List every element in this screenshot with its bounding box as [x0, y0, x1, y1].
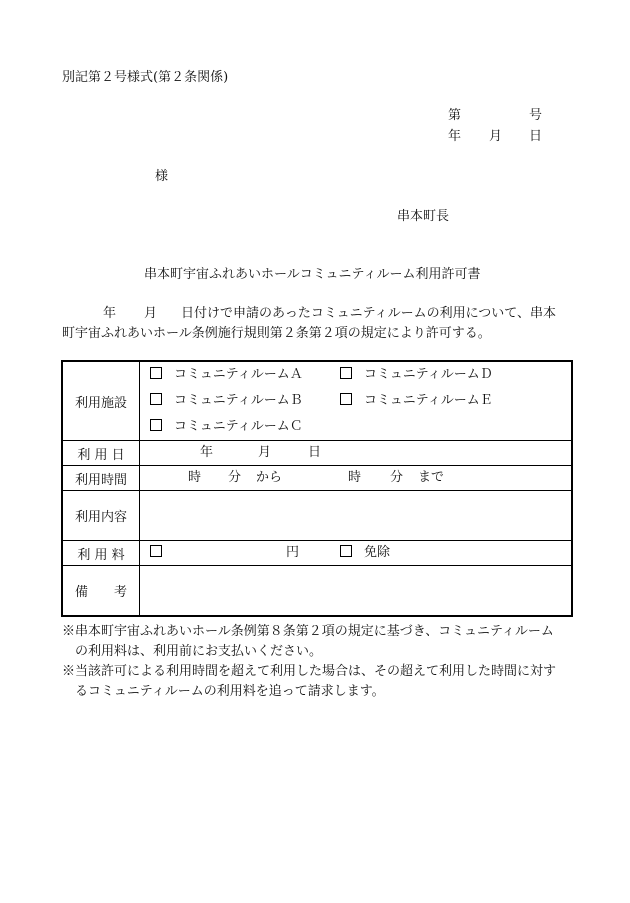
doc-number-label: 第 — [448, 108, 462, 123]
content-label: 利用内容 — [62, 491, 140, 541]
date-field[interactable] — [140, 441, 573, 466]
checkbox-icon[interactable] — [340, 545, 352, 557]
checkbox-icon[interactable] — [150, 545, 162, 557]
content-row — [62, 491, 572, 541]
date-day-unit: 日 — [308, 445, 322, 460]
intro-text-line1: 日付けで申請のあったコミュニティルームの利用について、串本 — [181, 306, 557, 321]
time-start-minute-unit: 分 — [228, 470, 242, 485]
issue-month: 月 — [489, 129, 503, 144]
checkbox-icon[interactable] — [150, 393, 162, 405]
remarks-field[interactable] — [140, 566, 573, 617]
checkbox-icon[interactable] — [340, 393, 352, 405]
facility-option-c[interactable]: コミュニティルームＣ — [150, 414, 303, 440]
facility-label: 利用施設 — [62, 361, 140, 441]
date-label: 利 用 日 — [62, 441, 140, 466]
intro-month: 月 — [144, 306, 158, 321]
remarks-label: 備 考 — [62, 566, 140, 617]
note-2: ※当該許可による利用時間を超えて利用した場合は、その超えて利用した時間に対す るコミュニティルームの利用料を追って請求します。 — [62, 664, 557, 699]
intro-text-line2: 町宇宙ふれあいホール条例施行規則第２条第２項の規定により許可する。 — [62, 326, 491, 341]
doc-number-suffix: 号 — [529, 108, 543, 123]
fee-label: 利 用 料 — [62, 541, 140, 566]
facility-option-e[interactable]: コミュニティルームＥ — [340, 388, 493, 414]
issuer: 串本町長 — [397, 209, 450, 224]
note-1: ※串本町宇宙ふれあいホール条例第８条第２項の規定に基づき、コミュニティルーム の利用料は、利用前にお支払いください。 — [62, 624, 554, 659]
facility-option-d[interactable]: コミュニティルームＤ — [340, 362, 493, 388]
recipient-suffix: 様 — [155, 169, 169, 184]
fee-row — [62, 541, 572, 566]
time-from: から — [256, 470, 283, 485]
facility-option-b[interactable]: コミュニティルームＢ — [150, 388, 303, 414]
issue-year: 年 — [448, 129, 462, 144]
date-month-unit: 月 — [258, 445, 272, 460]
facility-row — [62, 361, 572, 441]
date-year-unit: 年 — [200, 445, 214, 460]
time-to: まで — [418, 470, 445, 485]
checkbox-icon[interactable] — [150, 367, 162, 379]
fee-exempt-option[interactable]: 免除 — [340, 541, 390, 565]
time-end-minute-unit: 分 — [390, 470, 404, 485]
date-row — [62, 441, 572, 466]
document-title: 串本町宇宙ふれあいホールコミュニティルーム利用許可書 — [144, 267, 481, 282]
time-label: 利用時間 — [62, 466, 140, 491]
content-field[interactable] — [140, 491, 573, 541]
permit-table — [61, 360, 573, 617]
time-end-hour-unit: 時 — [348, 470, 362, 485]
fee-yen-unit: 円 — [286, 545, 300, 560]
time-row — [62, 466, 572, 491]
checkbox-icon[interactable] — [150, 419, 162, 431]
remarks-row — [62, 566, 572, 617]
intro-year: 年 — [103, 306, 117, 321]
issue-day: 日 — [529, 129, 543, 144]
time-field[interactable] — [140, 466, 573, 491]
fee-amount-option[interactable] — [150, 541, 174, 565]
facility-option-a[interactable]: コミュニティルームＡ — [150, 362, 303, 388]
form-id: 別記第２号様式(第２条関係) — [62, 70, 229, 85]
time-start-hour-unit: 時 — [188, 470, 202, 485]
checkbox-icon[interactable] — [340, 367, 352, 379]
